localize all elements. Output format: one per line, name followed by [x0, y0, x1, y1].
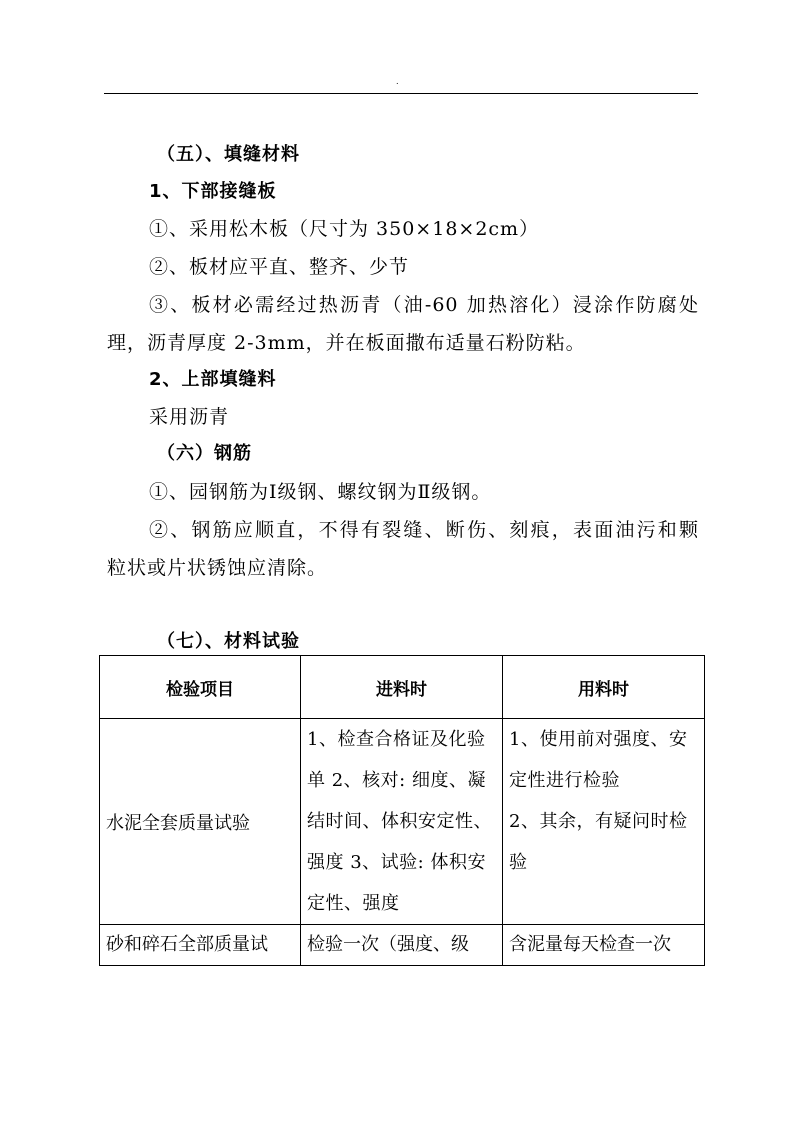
header-usage: 用料时	[503, 656, 705, 719]
material-test-table	[99, 655, 705, 966]
cell-line: 结时间、体积安定性、	[307, 811, 492, 832]
item-6-2-line1: ②、钢筋应顺直，不得有裂缝、断伤、刻痕，表面油污和颗	[149, 519, 699, 541]
table-row	[100, 925, 705, 966]
cell-line: 2、其余，有疑问时检	[509, 811, 688, 832]
cell-line: 1、检查合格证及化验	[307, 729, 486, 750]
item-5-1-2: ②、板材应平直、整齐、少节	[149, 256, 410, 278]
cell-line: 单 2、核对: 细度、凝	[307, 770, 486, 791]
item-6-1: ①、园钢筋为Ⅰ级钢、螺纹钢为Ⅱ级钢。	[149, 481, 492, 503]
item-5-1-3-line1: ③、板材必需经过热沥青（油-60 加热溶化）浸涂作防腐处	[149, 294, 699, 316]
cell-usage: 含泥量每天检查一次	[503, 925, 705, 966]
section-6-heading: （六）钢筋	[157, 443, 252, 464]
subsection-1-title: 1、下部接缝板	[149, 181, 277, 202]
section-5-heading: （五）、填缝材料	[157, 144, 300, 165]
cell-item: 砂和碎石全部质量试	[100, 925, 301, 966]
subsection-2-text: 采用沥青	[149, 406, 230, 428]
table-row	[100, 719, 705, 925]
cell-line: 1、使用前对强度、安	[509, 729, 688, 750]
header-mark: .	[396, 77, 399, 86]
cell-line: 定性进行检验	[509, 770, 620, 791]
section-7-heading: （七）、材料试验	[157, 631, 300, 652]
subsection-2-title: 2、上部填缝料	[149, 369, 277, 390]
cell-line: 强度 3、试验: 体积安	[307, 852, 486, 873]
table-header-row	[100, 656, 705, 719]
cell-usage	[503, 719, 705, 925]
cell-line: 验	[509, 852, 528, 873]
item-5-1-3-line2: 理，沥青厚度 2-3mm，并在板面撒布适量石粉防粘。	[107, 332, 586, 354]
header-rule	[104, 93, 698, 94]
item-6-2-line2: 粒状或片状锈蚀应清除。	[107, 557, 328, 579]
cell-incoming	[301, 719, 503, 925]
cell-incoming: 检验一次（强度、级	[301, 925, 503, 966]
cell-item: 水泥全套质量试验	[100, 719, 301, 925]
cell-line: 定性、强度	[307, 893, 400, 914]
header-incoming: 进料时	[301, 656, 503, 719]
item-5-1-1: ①、采用松木板（尺寸为 350×18×2cm）	[149, 218, 540, 240]
header-test-item: 检验项目	[100, 656, 301, 719]
